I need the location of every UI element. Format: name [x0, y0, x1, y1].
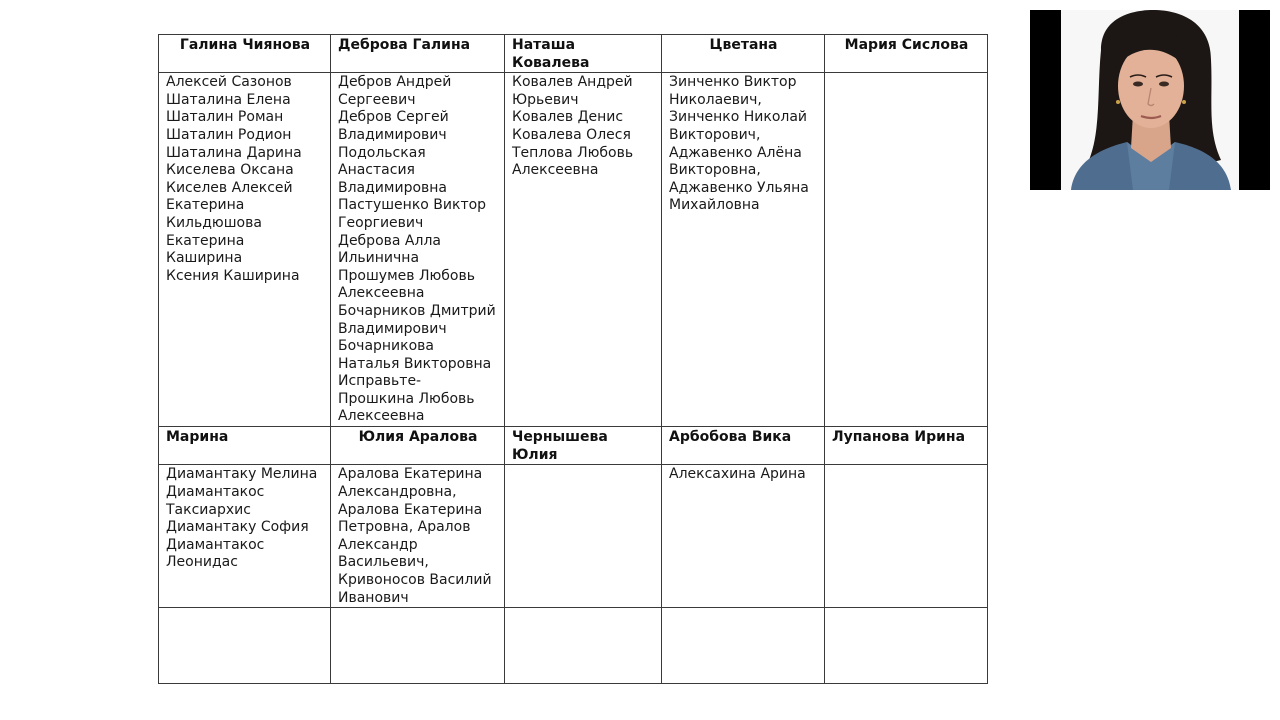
name-line: Александр	[338, 536, 418, 553]
name-line: Алексей Сазонов	[166, 74, 292, 91]
names-row-2	[159, 465, 988, 608]
name-line: Иванович	[338, 589, 409, 606]
name-line: Георгиевич	[338, 214, 424, 231]
header-line: Ковалева	[512, 54, 590, 71]
name-line: Ковалев Андрей	[512, 74, 633, 91]
name-line: Шаталин Роман	[166, 109, 284, 126]
header-row-1	[159, 35, 988, 73]
header-cell: Деброва Галина	[331, 35, 505, 73]
name-line: Алексахина Арина	[669, 466, 806, 483]
family-names-table	[158, 34, 988, 684]
name-line: Ковалев Денис	[512, 109, 624, 126]
names-cell	[825, 465, 988, 608]
name-line: Анастасия	[338, 162, 415, 179]
name-line: Сергеевич	[338, 91, 416, 108]
name-line: Алексеевна	[338, 408, 425, 425]
header-line: Наташа	[512, 37, 576, 53]
header-line: Чернышева	[512, 429, 608, 446]
name-line: Диамантаку София	[166, 519, 309, 536]
empty-cell	[662, 608, 825, 684]
portrait-image	[1061, 10, 1239, 190]
name-line: Таксиархис	[166, 501, 251, 518]
header-cell: Мария Сислова	[825, 35, 988, 73]
name-line: Шаталина Елена	[166, 91, 291, 108]
empty-cell	[159, 608, 331, 684]
name-line: Теплова Любовь	[512, 144, 634, 161]
name-line: Викторович,	[669, 126, 761, 143]
empty-cell	[331, 608, 505, 684]
name-line: Наталья Викторовна	[338, 355, 492, 372]
name-line: Викторовна,	[669, 162, 761, 179]
name-line: Киселев Алексей	[166, 179, 293, 196]
name-line: Алексеевна	[512, 162, 599, 179]
empty-cell	[825, 608, 988, 684]
name-line: Леонидас	[166, 554, 238, 571]
empty-cell	[505, 608, 662, 684]
names-cell	[159, 465, 331, 608]
name-line: Диамантакос	[166, 536, 265, 553]
names-cell	[825, 73, 988, 427]
name-line: Аралова Екатерина	[338, 501, 483, 518]
names-cell	[331, 73, 505, 427]
name-line: Александровна,	[338, 483, 457, 500]
name-line: Дебров Андрей	[338, 74, 452, 91]
name-line: Алексеевна	[338, 285, 425, 302]
header-cell: Галина Чиянова	[159, 35, 331, 73]
names-cell	[331, 465, 505, 608]
names-cell	[662, 465, 825, 608]
name-line: Диамантаку Мелина	[166, 466, 318, 483]
name-line: Владимирович	[338, 320, 447, 337]
name-line: Юрьевич	[512, 91, 579, 108]
name-line: Диамантакос	[166, 483, 265, 500]
name-line: Аралова Екатерина	[338, 466, 483, 483]
name-line: Владимировна	[338, 179, 448, 196]
names-cell	[505, 73, 662, 427]
header-cell: Юлия Аралова	[331, 427, 505, 465]
name-line: Петровна, Аралов	[338, 519, 471, 536]
name-line: Владимирович	[338, 126, 447, 143]
header-cell: Цветана	[662, 35, 825, 73]
name-line: Киселева Оксана	[166, 162, 294, 179]
name-line: Васильевич,	[338, 554, 429, 571]
name-line: Прошумев Любовь	[338, 267, 475, 284]
names-cell	[505, 465, 662, 608]
header-cell: Арбобова Вика	[662, 427, 825, 465]
name-line: Ильинична	[338, 250, 420, 267]
header-line: Юлия	[512, 446, 558, 463]
name-line: Аджавенко Ульяна	[669, 179, 809, 196]
names-cell	[159, 73, 331, 427]
name-line: Пастушенко Виктор	[338, 197, 487, 214]
name-line: Зинченко Николай	[669, 109, 808, 126]
header-cell	[505, 35, 662, 73]
name-line: Екатерина	[166, 232, 245, 249]
name-line: Ксения Каширина	[166, 267, 300, 284]
name-line: Исправьте-	[338, 373, 422, 390]
name-line: Деброва Алла	[338, 232, 441, 249]
name-line: Кривоносов Василий	[338, 571, 492, 588]
name-line: Михайловна	[669, 197, 760, 214]
name-line: Прошкина Любовь	[338, 390, 475, 407]
names-cell	[662, 73, 825, 427]
name-line: Бочарников Дмитрий	[338, 302, 496, 319]
name-line: Бочарникова	[338, 338, 435, 355]
header-cell: Марина	[159, 427, 331, 465]
name-line: Шаталина Дарина	[166, 144, 302, 161]
name-line: Ковалева Олеся	[512, 126, 631, 143]
name-line: Кильдюшова	[166, 214, 262, 231]
name-line: Зинченко Виктор	[669, 74, 797, 91]
name-line: Подольская	[338, 144, 426, 161]
name-line: Аджавенко Алёна	[669, 144, 802, 161]
names-row-1	[159, 73, 988, 427]
name-line: Дебров Сергей	[338, 109, 449, 126]
header-row-2	[159, 427, 988, 465]
empty-row	[159, 608, 988, 684]
portrait-photo	[1030, 10, 1270, 190]
name-line: Шаталин Родион	[166, 126, 292, 143]
name-line: Каширина	[166, 250, 243, 267]
name-line: Екатерина	[166, 197, 245, 214]
name-line: Николаевич,	[669, 91, 762, 108]
header-cell	[505, 427, 662, 465]
header-cell: Лупанова Ирина	[825, 427, 988, 465]
